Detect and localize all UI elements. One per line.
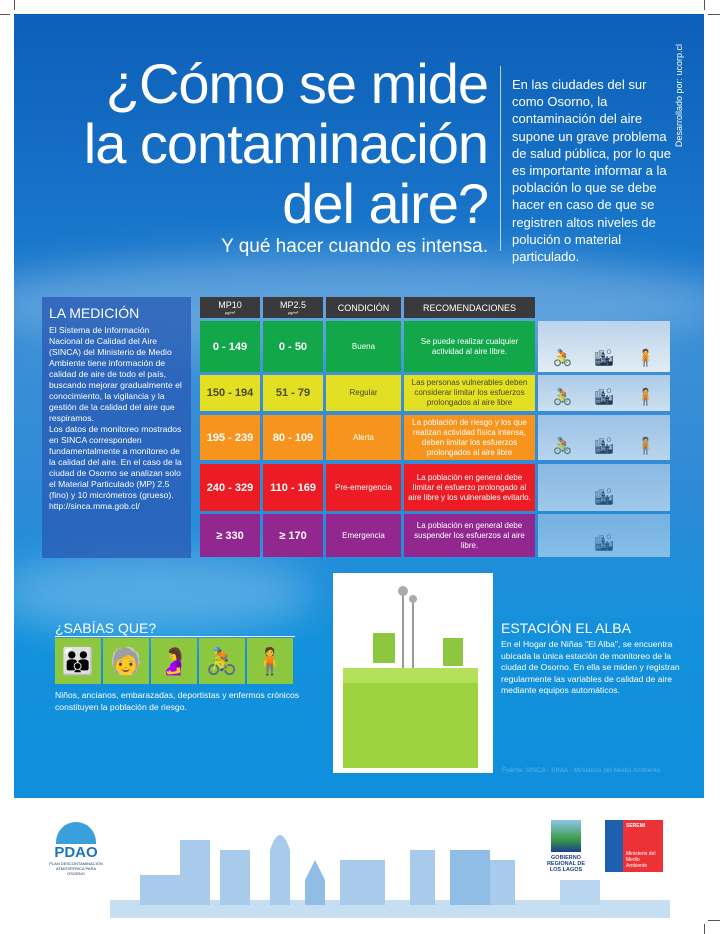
source-note: Fuente: SINCA - SINIA - Ministerio del Medio Ambiente: [502, 767, 661, 774]
medicion-body-2: Los datos de monitoreo mostrados en SINCA corresponden fundamentalmente a monitoreo de la calidad del aire. En el caso de la ciudad de Osorno se analizan solo el Material Particulado (MP) 2.5 (fino) y 10 micrómetros (grueso).: [49, 424, 182, 500]
intro-text: En las ciudades del sur como Osorno, la contaminación del aire supone un grave problema de salud pública, por lo que es importante informar a la población lo que se debe hacer en caso de que se registren altos niveles de polución o material particulado.: [512, 77, 672, 265]
table-cell-mp10: 150 - 194: [200, 375, 260, 411]
cyclist-icon: 🚴: [552, 350, 573, 367]
activity-illustration: [538, 415, 670, 460]
patient-icon: 🧍: [247, 638, 293, 684]
city-icon: 🏙: [593, 389, 615, 406]
table-cell-mp10: 0 - 149: [200, 321, 260, 372]
city-icon: 🏙: [593, 535, 615, 552]
table-cell-rec: La población de riesgo y los que realizan actividad física intensa, deben limitar los esfuerzos prolongados al aire libre: [404, 415, 535, 460]
table-header: [200, 297, 260, 318]
elderly-icon: 🧓: [103, 638, 149, 684]
children-icon: 👪: [55, 638, 101, 684]
table-cell-cond: Alerta: [326, 415, 401, 460]
station-photo: [333, 573, 493, 773]
table-header-unit: µg/m³: [287, 310, 299, 315]
table-cell-mp25: 51 - 79: [263, 375, 323, 411]
pdao-logo: [48, 822, 104, 876]
table-header-unit: µg/m³: [224, 310, 236, 315]
table-cell-rec: Las personas vulnerables deben considerar limitar los esfuerzos prolongados al aire libre: [404, 375, 535, 411]
table-header-label: MP2.5: [279, 300, 306, 310]
poster: [14, 14, 704, 798]
person-icon: 🧍: [635, 438, 656, 455]
cyclist-icon: 🚴: [552, 438, 573, 455]
skyline: [110, 820, 670, 918]
sabias-text: Niños, ancianos, embarazadas, deportistas y enfermos crónicos constituyen la población de riesgo.: [55, 690, 300, 712]
activity-illustration: [538, 375, 670, 411]
seremi-subtext: Ministerio del Medio Ambiente: [626, 851, 656, 869]
estacion-heading: ESTACIÓN EL ALBA: [501, 620, 631, 636]
table-cell-cond: Pre-emergencia: [326, 464, 401, 511]
sabias-heading: ¿SABÍAS QUE?: [55, 620, 157, 636]
table-cell-mp25: 110 - 169: [263, 464, 323, 511]
table-cell-rec: La población en general debe suspender los esfuerzos al aire libre.: [404, 514, 535, 557]
table-cell-cond: Regular: [326, 375, 401, 411]
sinca-link[interactable]: http://sinca.mma.gob.cl/: [49, 501, 140, 511]
estacion-body: En el Hogar de Niñas "El Alba", se encuentra ubicada la única estación de monitoreo de la ciudad de Osorno. En ella se miden y registran regularmente las variables de calidad de aire mediante equipos automáticos.: [501, 639, 680, 696]
cyclist-icon: 🚴: [199, 638, 245, 684]
city-icon: 🏙: [593, 489, 615, 506]
divider: [500, 66, 501, 251]
table-header-label: RECOMENDACIONES: [422, 302, 516, 313]
table-header-label: MP10: [218, 300, 242, 310]
city-icon: 🏙: [593, 350, 615, 367]
table-cell-cond: Emergencia: [326, 514, 401, 557]
table-header: [263, 297, 323, 318]
city-icon: 🏙: [593, 438, 615, 455]
seremi-text: SEREMI: [626, 823, 646, 829]
divider: [55, 636, 295, 637]
seremi-logo: [605, 820, 663, 872]
table-cell-cond: Buena: [326, 321, 401, 372]
gobierno-logo: [546, 820, 586, 873]
activity-illustration: [538, 321, 670, 372]
page-title: [84, 54, 488, 234]
person-icon: 🧍: [635, 350, 656, 367]
activity-illustration: [538, 464, 670, 511]
medicion-heading: LA MEDICIÓN: [49, 305, 140, 321]
gobierno-text: GOBIERNO REGIONAL DE LOS LAGOS: [546, 855, 586, 873]
table-cell-rec: La población en general debe limitar el esfuerzo prolongado al aire libre y los vulnerables evitarlo.: [404, 464, 535, 511]
table-cell-mp10: ≥ 330: [200, 514, 260, 557]
credit: Desarrollado por: ucorp.cl: [674, 44, 684, 148]
table-cell-mp10: 195 - 239: [200, 415, 260, 460]
medicion-body: El Sistema de Información Nacional de Calidad del Aire (SINCA) del Ministerio de Medio Ambiente tiene información de calidad de aire de todo el país, buscando mejorar gradualmente el conocimiento, la vigilancia y la gestión de la calidad del aire que respiramos.: [49, 325, 182, 423]
table-header: [326, 297, 401, 318]
table-cell-mp25: 0 - 50: [263, 321, 323, 372]
subtitle: Y qué hacer cuando es intensa.: [221, 236, 488, 257]
cyclist-icon: 🚴: [552, 389, 573, 406]
table-cell-mp25: 80 - 109: [263, 415, 323, 460]
pregnant-icon: 🤰: [151, 638, 197, 684]
medicion-box: [42, 297, 191, 558]
pdao-subtext: PLAN DESCONTAMINACIÓN ATMOSFÉRICA PARA OSORNO: [49, 861, 103, 876]
pdao-text: PDAO: [54, 844, 98, 861]
title-line: la contaminación: [83, 112, 488, 175]
table-header-label: CONDICIÓN: [337, 302, 390, 313]
title-line: del aire?: [282, 172, 488, 235]
table-cell-rec: Se puede realizar cualquier actividad al aire libre.: [404, 321, 535, 372]
person-icon: 🧍: [635, 389, 656, 406]
title-line: ¿Cómo se mide: [105, 52, 488, 115]
table-header: [404, 297, 535, 318]
table-cell-mp25: ≥ 170: [263, 514, 323, 557]
table-cell-mp10: 240 - 329: [200, 464, 260, 511]
activity-illustration: [538, 514, 670, 557]
